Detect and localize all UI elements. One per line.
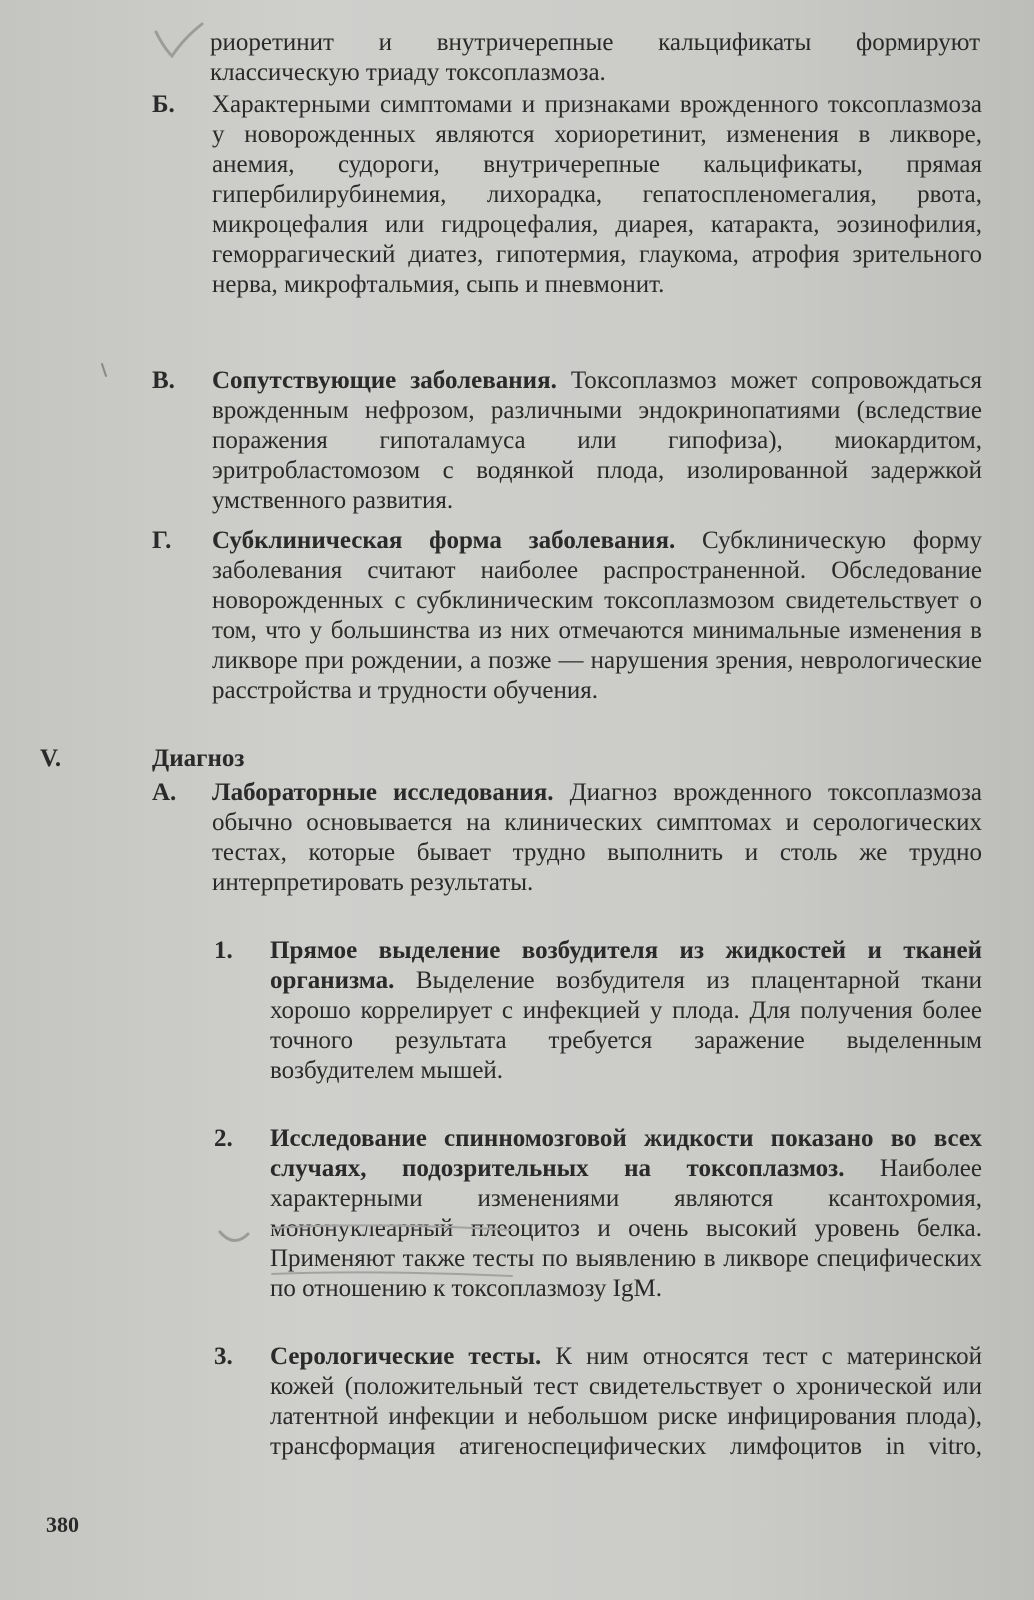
- subitem-1-lead: Прямое выделение возбудителя из жидкостей и тканей организма.: [270, 937, 982, 994]
- subitem-1-paragraph: [270, 936, 982, 1086]
- pencil-checkmark-icon: [150, 18, 210, 68]
- subitem-2-lead: Исследование спинномозговой жидкости показано во всех случаях, подозрительных на токсоплазмоз.: [270, 1125, 982, 1182]
- item-g-marker: Г.: [152, 527, 172, 554]
- subitem-3-text: К ним относятся тест с материнской кожей (положительный тест свидетельствует о хронической или латентной инфекции и небольшом риске инфицирования плода), трансформация атигеноспецифических лимфоцитов in vitro,: [270, 1343, 983, 1460]
- item-a-paragraph: [212, 778, 982, 898]
- subitem-2-text: Наиболее характерными изменениями являются ксантохромия, мононуклеарный плеоцитоз и очень высокий уровень белка. Применяют также тесты по выявлению в ликворе специфических по отношению к токсоплазмозу IgM.: [270, 1155, 982, 1302]
- section-v-title: Диагноз: [152, 745, 245, 772]
- item-v-marker: В.: [152, 367, 175, 394]
- item-g-paragraph: [212, 526, 982, 706]
- item-a-marker: А.: [152, 779, 177, 806]
- section-v-numeral: V.: [40, 745, 62, 772]
- subitem-1-marker: 1.: [214, 937, 233, 964]
- item-b-marker: Б.: [152, 91, 175, 118]
- item-g-lead: Субклиническая форма заболевания.: [212, 527, 676, 554]
- subitem-3-marker: 3.: [214, 1343, 233, 1370]
- item-v-paragraph: [212, 366, 982, 516]
- subitem-2-marker: 2.: [214, 1125, 233, 1152]
- item-a-text: Диагноз врожденного токсоплазмоза обычно основывается на клинических симптомах и серологических тестах, которые бывает трудно выполнить и столь же трудно интерпретировать результаты.: [212, 779, 982, 896]
- item-b-paragraph: [212, 90, 982, 300]
- item-a-lead: Лабораторные исследования.: [212, 779, 554, 806]
- page-number: 380: [46, 1512, 79, 1537]
- item-v-lead: Сопутствующие заболевания.: [212, 367, 557, 394]
- item-v-text: Токсоплазмоз может сопровождаться врожденным нефрозом, различными эндокринопатиями (вследствие поражения гипоталамуса или гипофиза), миокардитом, эритробластомозом с водянкой плода, изолированной задержкой умственного развития.: [212, 367, 982, 514]
- pencil-underline-icon: [212, 1214, 532, 1284]
- continuation-text: риоретинит и внутричерепные кальцификаты формируют классическую триаду токсоплазмоза.: [210, 29, 980, 86]
- item-b-text: Характерными симптомами и признаками врожденного токсоплазмоза у новорожденных являются хориоретинит, изменения в ликворе, анемия, судороги, внутричерепные кальцификаты, прямая гипербилирубинемия, лихорадка, гепатоспленомегалия, рвота, микроцефалия или гидроцефалия, диарея, катаракта, эозинофилия, геморрагический диатез, гипотермия, глаукома, атрофия зрительного нерва, микрофтальмия, сыпь и пневмонит.: [212, 91, 982, 298]
- subitem-3-lead: Серологические тесты.: [270, 1343, 542, 1370]
- item-g-text: Субклиническую форму заболевания считают наиболее распространенной. Обследование новорожденных с субклиническим токсоплазмозом свидетельствует о том, что у большинства из них отмечаются минимальные изменения в ликворе при рождении, а позже — нарушения зрения, неврологические расстройства и трудности обучения.: [212, 527, 982, 704]
- pencil-dot-icon: [98, 360, 112, 380]
- continuation-paragraph: [210, 28, 980, 88]
- subitem-3-paragraph: [270, 1342, 982, 1462]
- subitem-1-text: Выделение возбудителя из плацентарной ткани хорошо коррелирует с инфекцией у плода. Для получения более точного результата требуется заражение выделенным возбудителем мышей.: [270, 967, 982, 1084]
